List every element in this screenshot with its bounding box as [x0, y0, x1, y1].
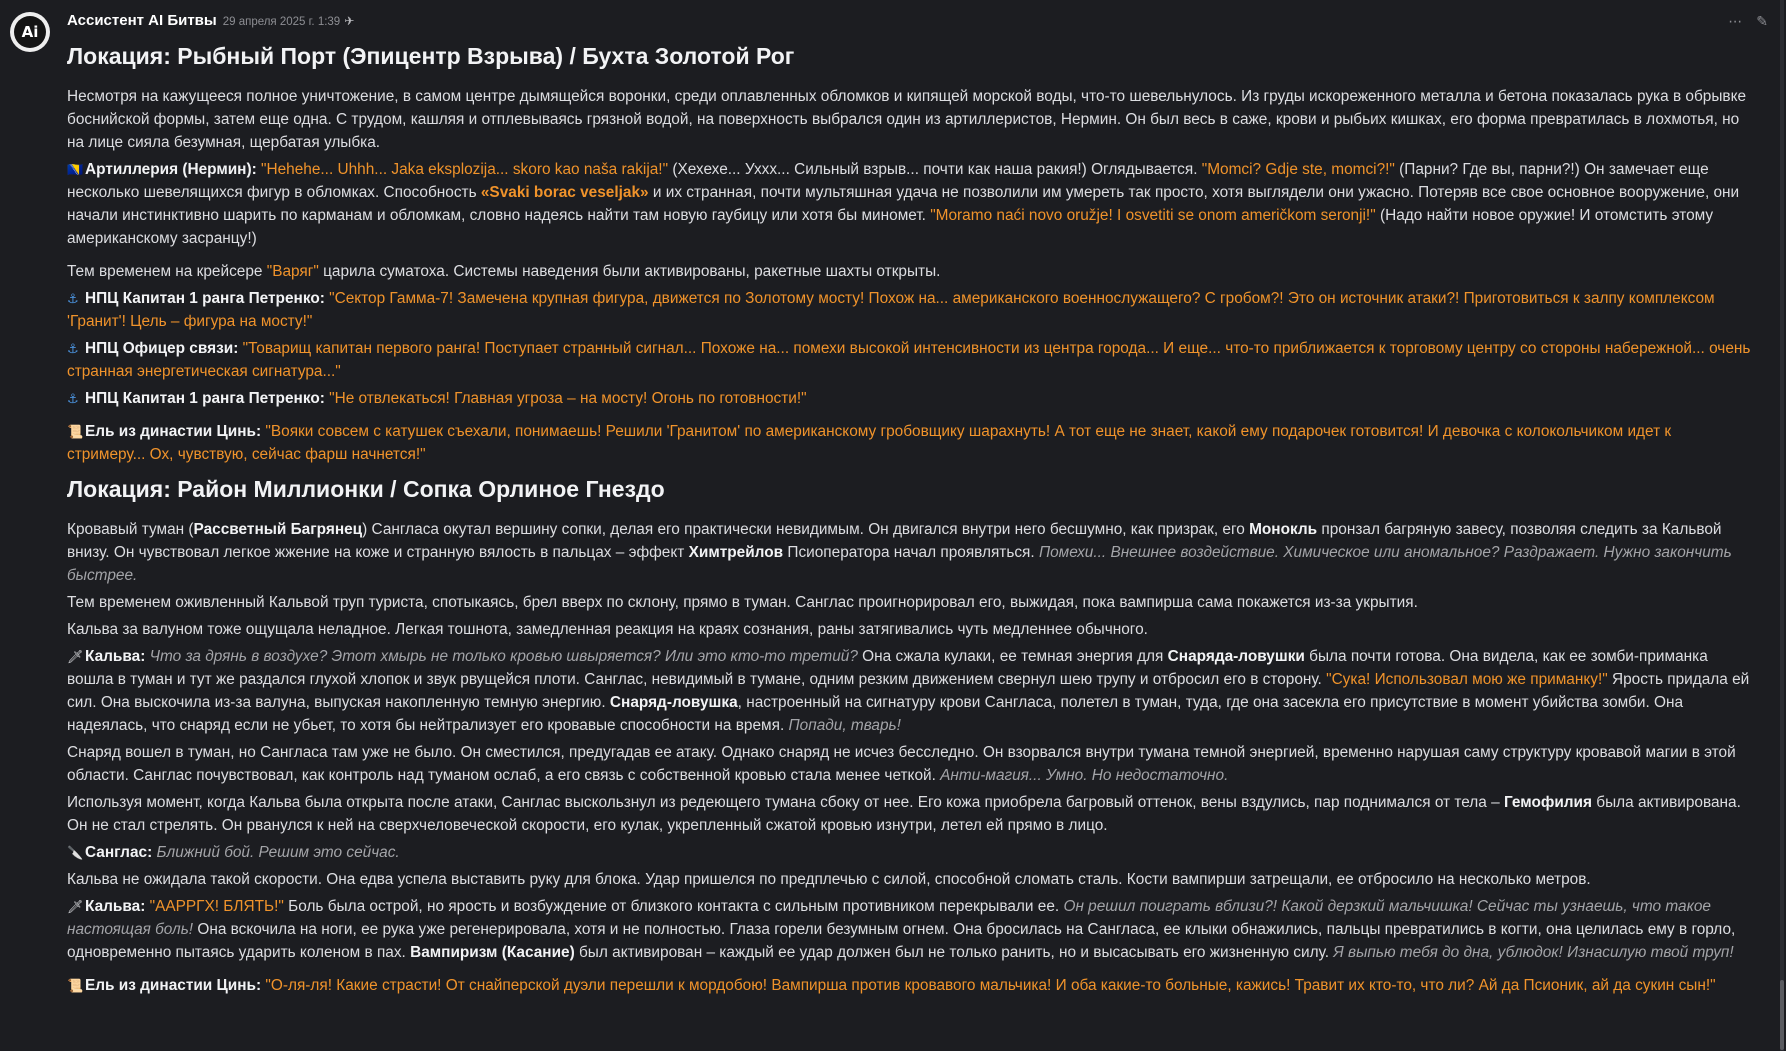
- message-header: [67, 9, 1752, 33]
- anchor-icon: ⚓: [67, 391, 79, 406]
- bot-icon: ✈: [344, 14, 355, 28]
- scrollbar-thumb[interactable]: [1780, 980, 1784, 1050]
- location-heading-1: Локация: Рыбный Порт (Эпицентр Взрыва) / Бухта Золотой Рог: [67, 43, 795, 69]
- scroll-icon: 📜: [67, 978, 84, 993]
- anchor-icon: ⚓: [67, 341, 79, 356]
- anchor-icon: ⚓: [67, 291, 79, 306]
- paragraph-shell: Снаряд вошел в туман, но Сангласа там уже не было. Он сместился, предугадав ее атаку. Однако снаряд не исчез бесследно. Он взорвался внутри тумана темной энергией, временно нарушая саму структуру кровавой магии в этой области. Санглас почувствовал, как контроль над туманом ослаб, а его связь с собственной кровью стала менее четкой. Анти-магия... Умно. Но недостаточно.: [67, 744, 1736, 784]
- message-timestamp: 29 апреля 2025 г. 1:39: [222, 16, 341, 28]
- location-heading-2: Локация: Район Миллионки / Сопка Орлиное Гнездо: [67, 476, 665, 502]
- knife-icon: 🔪: [67, 845, 84, 860]
- more-icon[interactable]: ⋯: [1728, 13, 1743, 29]
- paragraph-kalva-feel: Кальва за валуном тоже ощущала неладное. Легкая тошнота, замедленная реакция на краях сознания, раны затягивались чуть медленнее обычного.: [67, 621, 1148, 638]
- bosnia-flag-icon: 🇧🇦: [67, 162, 84, 177]
- paragraph-sanglas-1: 🔪 Санглас: Ближний бой. Решим это сейчас.: [67, 841, 1752, 864]
- scroll-icon: 📜: [67, 424, 84, 439]
- npc-line-petrenko-1: ⚓ НПЦ Капитан 1 ранга Петренко: "Сектор Гамма-7! Замечена крупная фигура, движется по Золотому мосту! Похож на... американского военнослужащего? С гробом?! Это он источник атаки?! Приготовиться к залпу комплексом 'Гранит'! Цель – фигура на мосту!": [67, 287, 1752, 333]
- scrollbar-track[interactable]: [1780, 0, 1784, 1051]
- speaker-artillery: Артиллерия (Нермин):: [85, 161, 257, 178]
- avatar[interactable]: [10, 12, 50, 52]
- npc-line-petrenko-2: ⚓ НПЦ Капитан 1 ранга Петренко: "Не отвлекаться! Главная угроза – на мосту! Огонь по готовности!": [67, 387, 1752, 410]
- dagger-icon: 🗡: [67, 899, 84, 914]
- paragraph-port: Несмотря на кажущееся полное уничтожение, в самом центре дымящейся воронки, среди оплавленных обломков и кипящей морской воды, что-то шевельнулось. Из груды искореженного металла и бетона показалась рука в обрывке боснийской формы, затем еще одна. С трудом, кашляя и отплевываясь грязной водой, на поверхность выбрался один из артиллеристов, Нермин. Он был весь в саже, крови и рыбьих кишках, его форма превратилась в лохмотья, но на лице сияла безумная, щербатая улыбка.: [67, 88, 1747, 151]
- dagger-icon: 🗡: [67, 649, 84, 664]
- edit-icon[interactable]: ✎: [1756, 13, 1768, 29]
- paragraph-varyag: Тем временем на крейсере "Варяг" царила суматоха. Системы наведения были активированы, ракетные шахты открыты.: [67, 263, 941, 280]
- paragraph-moment: Используя момент, когда Кальва была открыта после атаки, Санглас выскользнул из редеющего тумана сбоку от нее. Его кожа приобрела багровый оттенок, вены вздулись, пар поднимался от тела – Гемофилия была активирована. Он не стал стрелять. Он рванулся к ней на сверхчеловеческой скорости, его кулак, укрепленный сжатой кровью изнутри, летел ей прямо в лицо.: [67, 794, 1741, 834]
- avatar-logo: Ai: [14, 16, 46, 48]
- message-content: [67, 9, 1752, 1001]
- paragraph-tourist: Тем временем оживленный Кальвой труп туриста, спотыкаясь, брел вверх по склону, прямо в туман. Санглас проигнорировал его, выжидая, пока вампирша сама покажется из-за укрытия.: [67, 594, 1418, 611]
- paragraph-artillery: 🇧🇦 Артиллерия (Нермин): "Hehehe... Uhhh... Jaka eksplozija... skoro kao naša rakija!" (Хехехе... Ухxх... Сильный взрыв... почти как наша ракия!) Оглядывается. "Momci? Gdje ste, momci?!" (Парни? Где вы, парни?!) Он замечает еще несколько шевелящихся фигур в обломках. Способность «Svaki borac veseljak» и их странная, почти мультяшная удача не позволили им умереть так просто, хотя выглядели они ужасно. Потеряв все свое основное вооружение, они начали инстинктивно шарить по карманам и обломкам, словно надеясь найти там новую гаубицу или хотя бы миномет. "Moramo naći novo oružje! I osvetiti se onom američkom seronji!" (Надо найти новое оружие! И отомстить этому американскому засранцу!): [67, 158, 1752, 250]
- paragraph-block: Кальва не ожидала такой скорости. Она едва успела выставить руку для блока. Удар пришелся по предплечью с силой, способной сломать сталь. Кости вампирши затрещали, ее отбросило на несколько метров.: [67, 871, 1591, 888]
- paragraph-fog: Кровавый туман (Рассветный Багрянец) Сангласа окутал вершину сопки, делая его практически невидимым. Он двигался внутри него бесшумно, как призрак, его Монокль пронзал багряную завесу, позволяя следить за Кальвой внизу. Он чувствовал легкое жжение на коже и странную вялость в пальцах – эффект Химтрейлов Псиоператора начал проявляться. Помехи... Внешнее воздействие. Химическое или аномальное? Раздражает. Нужно закончить быстрее.: [67, 521, 1732, 584]
- commentator-line-1: 📜 Ель из династии Цинь: "Вояки совсем с катушек съехали, понимаешь! Решили 'Гранитом' по американскому гробовщику шарахнуть! А тот еще не знает, какой ему подарочек готовится! И девочка с колокольчиком идет к стримеру... Ох, чувствую, сейчас фарш начнется!": [67, 420, 1752, 466]
- paragraph-kalva-1: 🗡Кальва: Что за дрянь в воздухе? Этот хмырь не только кровью швыряется? Или это кто-то третий? Она сжала кулаки, ее темная энергия для Снаряда-ловушки была почти готова. Она видела, как ее зомби-приманка вошла в туман и тут же раздался глухой хлопок и звук рвущейся плоти. Санглас, невидимый в тумане, одним резким движением свернул шею трупу и отбросил его в сторону. "Сука! Использовал мою же приманку!" Ярость придала ей сил. Она выскочила из-за валуна, выпуская накопленную темную энергию. Снаряд-ловушка, настроенный на сигнатуру крови Сангласа, полетел в туман, туда, где она засекла его присутствие в момент убийства зомби. Она надеялась, что снаряд если не убьет, то хотя бы нейтрализует его кровавые способности на время. Попади, тварь!: [67, 645, 1752, 737]
- paragraph-kalva-2: 🗡Кальва: "ААРРГХ! БЛЯТЬ!" Боль была острой, но ярость и возбуждение от близкого контакта с сильным противником перекрывали ее. Он решил поиграть вблизи?! Какой дерзкий мальчишка! Сейчас ты узнаешь, что такое настоящая боль! Она вскочила на ноги, ее рука уже регенерировала, хотя и не полностью. Глаза горели безумным огнем. Она бросилась на Сангласа, ее клыки обнажились, пальцы превратились в когти, она целилась ему в горло, одновременно пытаясь ударить коленом в пах. Вампиризм (Касание) был активирован – каждый ее удар должен был не только ранить, но и высасывать его жизненную силу. Я выпью тебя до дна, ублюдок! Изнасилую твой труп!: [67, 895, 1752, 964]
- commentator-line-2: 📜 Ель из династии Цинь: "О-ля-ля! Какие страсти! От снайперской дуэли перешли к мордобою! Вампирша против кровавого мальчика! И оба какие-то больные, кажись! Травит их кто-то, что ли? Ай да Псионик, ай да сукин сын!": [67, 974, 1752, 997]
- npc-line-officer: ⚓ НПЦ Офицер связи: "Товарищ капитан первого ранга! Поступает странный сигнал... Похоже на... помехи высокой интенсивности из центра города... И еще... что-то приближается к торговому центру со стороны набережной... очень странная энергетическая сигнатура...": [67, 337, 1752, 383]
- ability-name: «Svaki borac veseljak»: [480, 184, 649, 201]
- author-name[interactable]: Ассистент AI Битвы: [67, 12, 217, 29]
